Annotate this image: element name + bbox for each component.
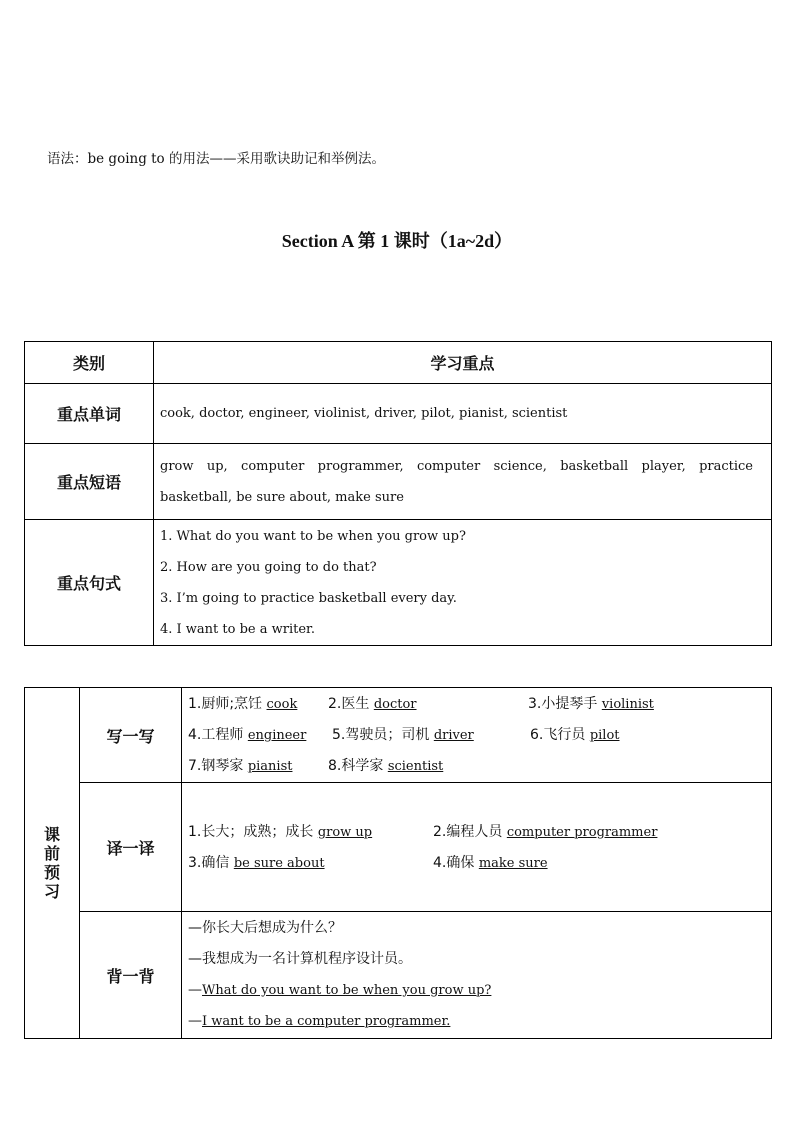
category-sentences: 重点句式 [25,520,154,646]
key-sentences-content [154,520,772,646]
side-char: 前 [43,844,60,863]
translate-row [25,783,772,912]
item-answer: cook [266,697,298,712]
recite-content [182,912,772,1039]
item-prompt: 5.驾驶员；司机 [332,727,434,743]
translate-content [182,783,772,912]
write-label: 写一写 [80,688,182,783]
category-phrases: 重点短语 [25,444,154,520]
recite-question-en [188,975,771,1006]
item-answer: pilot [589,728,620,743]
recite-answer-answer: I want to be a computer programmer. [202,1014,451,1029]
side-char: 课 [43,825,60,844]
write-line [182,751,771,782]
key-points-header-row [25,342,772,384]
table-row [25,384,772,444]
item-prompt: 6.飞行员 [530,727,590,743]
category-words: 重点单词 [25,384,154,444]
recite-label: 背一背 [80,912,182,1039]
side-char: 预 [43,863,60,882]
translate-line [182,817,771,848]
recite-answer-zh: —我想成为一名计算机程序设计员。 [188,951,412,967]
sentence-line: 2. How are you going to do that? [160,559,377,575]
item-prompt: 2.编程人员 [433,824,507,840]
write-item [328,751,443,782]
recite-question-zh: —你长大后想成为什么？ [188,920,342,936]
item-prompt: 3.小提琴手 [528,696,602,712]
item-answer: scientist [387,759,444,774]
item-answer: doctor [373,697,417,712]
write-item [188,751,292,782]
translate-item [188,848,325,879]
recite-row [25,912,772,1039]
item-answer: pianist [247,759,293,774]
write-item [328,689,417,720]
item-prompt: 4.工程师 [188,727,248,743]
item-prompt: 7.钢琴家 [188,758,248,774]
translate-item [433,817,657,848]
item-prompt: 1.长大；成熟；成长 [188,824,318,840]
section-title: Section A 第 1 课时（1a~2d） [281,231,513,251]
translate-item [188,817,372,848]
write-item [528,689,654,720]
write-line [182,689,771,720]
sentence-line: 1. What do you want to be when you grow up? [160,528,466,544]
sentence-line: 3. I’m going to practice basketball every day. [160,590,457,606]
recite-answer-en [188,1006,771,1037]
translate-line [182,848,771,879]
key-words-line: cook, doctor, engineer, violinist, driver, pilot, pianist, scientist [160,406,568,421]
header-focus: 学习重点 [154,342,772,384]
item-prompt: 4.确保 [433,855,479,871]
sentence-line: 4. I want to be a writer. [160,621,315,637]
recite-question-answer: What do you want to be when you grow up? [202,983,492,998]
header-category: 类别 [25,342,154,384]
key-phrases-content: grow up, computer programmer, computer science, basketball player, practice basketball, be sure about, make sure [154,444,772,520]
side-char: 习 [43,882,60,901]
write-line [182,720,771,751]
item-prompt: 2.医生 [328,696,374,712]
item-answer: engineer [247,728,307,743]
translate-label: 译一译 [80,783,182,912]
table-row [25,520,772,646]
grammar-note: 语法：be going to 的用法——采用歌诀助记和举例法。 [47,151,385,167]
item-answer: grow up [317,825,373,840]
key-words-content [154,384,772,444]
write-content [182,688,772,783]
write-row [25,688,772,783]
item-answer: violinist [601,697,654,712]
write-item [188,720,306,751]
preview-side-label [25,688,80,1039]
item-prompt: 8.科学家 [328,758,388,774]
dash: — [188,982,202,998]
item-answer: make sure [478,856,548,871]
item-answer: be sure about [233,856,325,871]
write-item [188,689,297,720]
write-item [530,720,620,751]
preview-table [24,687,772,1039]
item-answer: computer programmer [506,825,658,840]
table-row [25,444,772,520]
item-prompt: 3.确信 [188,855,234,871]
key-points-table [24,341,772,646]
item-answer: driver [433,728,474,743]
dash: — [188,1013,202,1029]
write-item [332,720,474,751]
item-prompt: 1.厨师;烹饪 [188,696,267,712]
translate-item [433,848,548,879]
